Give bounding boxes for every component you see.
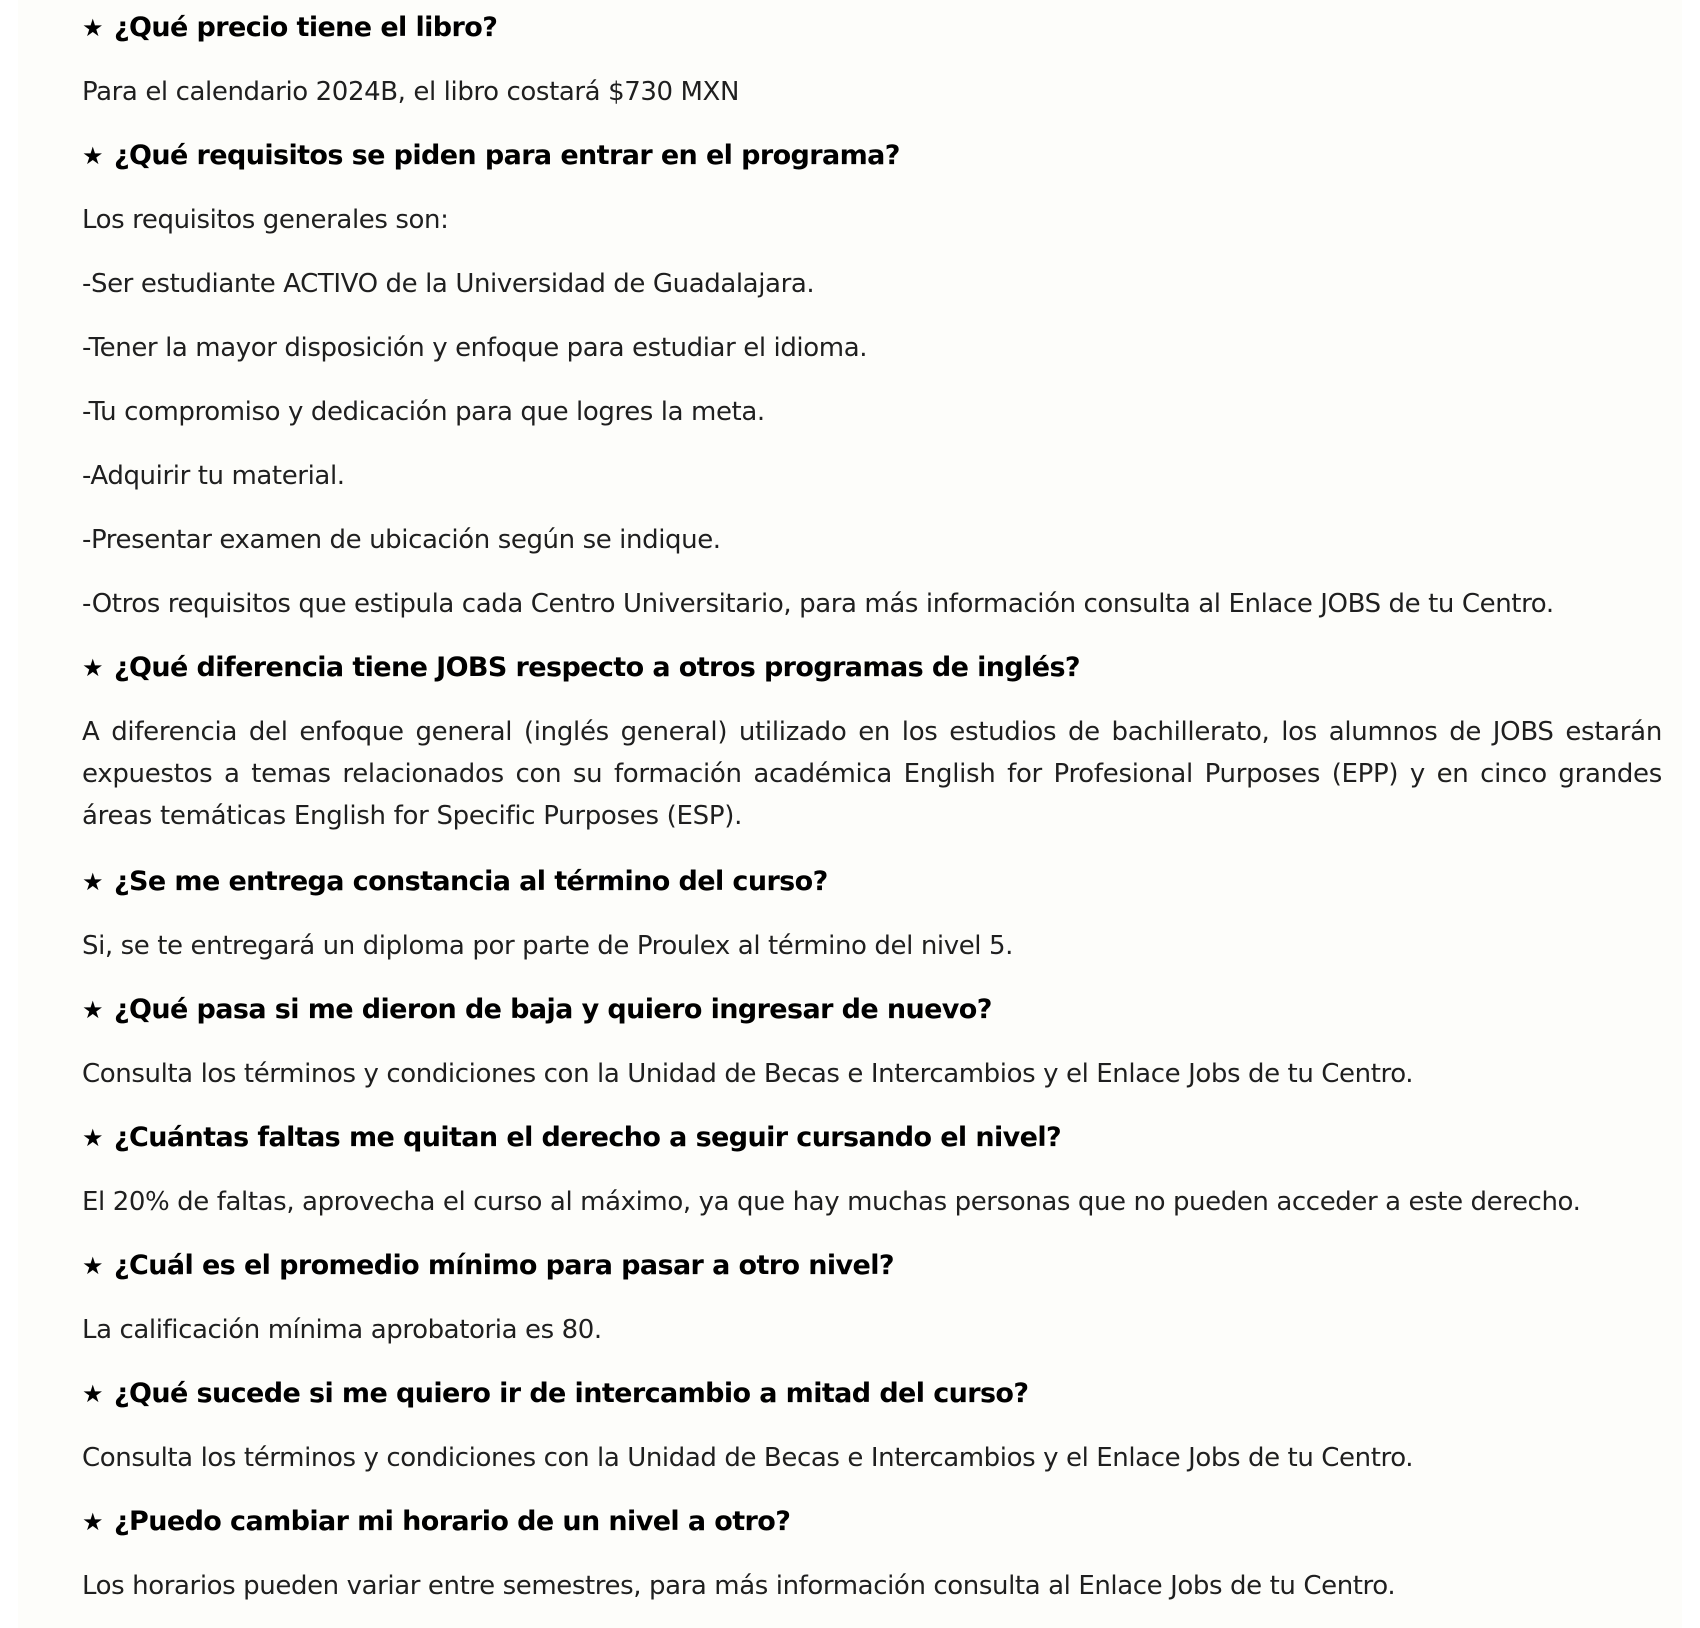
faq-answer: Consulta los términos y condiciones con la Unidad de Becas e Intercambios y el Enlace Jobs de tu Centro.	[82, 1443, 1414, 1473]
requirement-item: -Presentar examen de ubicación según se indique.	[82, 525, 721, 555]
faq-question: ★ ¿Puedo cambiar mi horario de un nivel a otro?	[82, 1494, 1662, 1558]
faq-question: ★ ¿Qué sucede si me quiero ir de intercambio a mitad del curso?	[82, 1366, 1662, 1430]
faq-answer: El 20% de faltas, aprovecha el curso al máximo, ya que hay muchas personas que no pueden acceder a este derecho.	[82, 1187, 1581, 1217]
star-icon: ★	[82, 996, 103, 1024]
requirement-item: -Otros requisitos que estipula cada Centro Universitario, para más información consulta al Enlace JOBS de tu Centro.	[82, 589, 1554, 619]
star-icon: ★	[82, 868, 103, 896]
document-page	[18, 0, 1682, 1628]
requirement-item: -Adquirir tu material.	[82, 461, 345, 491]
faq-question: ★ ¿Cuántas faltas me quitan el derecho a seguir cursando el nivel?	[82, 1110, 1662, 1174]
star-icon: ★	[82, 1124, 103, 1152]
requirement-item: -Tu compromiso y dedicación para que logres la meta.	[82, 397, 765, 427]
faq-answer: La calificación mínima aprobatoria es 80.	[82, 1315, 602, 1345]
faq-answer: Si, se te entregará un diploma por parte de Proulex al término del nivel 5.	[82, 931, 1013, 961]
faq-question: ★ ¿Qué pasa si me dieron de baja y quiero ingresar de nuevo?	[82, 982, 1662, 1046]
star-icon: ★	[82, 142, 103, 170]
faq-question: ★ ¿Qué precio tiene el libro?	[82, 0, 1662, 64]
star-icon: ★	[82, 1380, 103, 1408]
star-icon: ★	[82, 1252, 103, 1280]
faq-answer: Para el calendario 2024B, el libro costará $730 MXN	[82, 77, 740, 107]
faq-question: ★ ¿Qué requisitos se piden para entrar en el programa?	[82, 128, 1662, 192]
requirement-item: -Ser estudiante ACTIVO de la Universidad de Guadalajara.	[82, 269, 815, 299]
requirement-item: -Tener la mayor disposición y enfoque para estudiar el idioma.	[82, 333, 868, 363]
faq-answer: Los horarios pueden variar entre semestres, para más información consulta al Enlace Jobs de tu Centro.	[82, 1571, 1396, 1601]
star-icon: ★	[82, 14, 103, 42]
faq-question: ★ ¿Qué diferencia tiene JOBS respecto a otros programas de inglés?	[82, 640, 1662, 704]
star-icon: ★	[82, 654, 103, 682]
faq-answer: Los requisitos generales son:	[82, 205, 449, 235]
faq-answer: A diferencia del enfoque general (inglés general) utilizado en los estudios de bachillerato, los alumnos de JOBS estarán expuestos a temas relacionados con su formación académica English for Profesional Purposes (EPP) y en cinco grandes áreas temáticas English for Specific Purposes (ESP).	[82, 717, 1662, 831]
faq-answer: Consulta los términos y condiciones con la Unidad de Becas e Intercambios y el Enlace Jobs de tu Centro.	[82, 1059, 1414, 1089]
faq-list	[82, 0, 1662, 1622]
star-icon: ★	[82, 1508, 103, 1536]
faq-question: ★ ¿Se me entrega constancia al término del curso?	[82, 854, 1662, 918]
faq-question: ★ ¿Cuál es el promedio mínimo para pasar a otro nivel?	[82, 1238, 1662, 1302]
